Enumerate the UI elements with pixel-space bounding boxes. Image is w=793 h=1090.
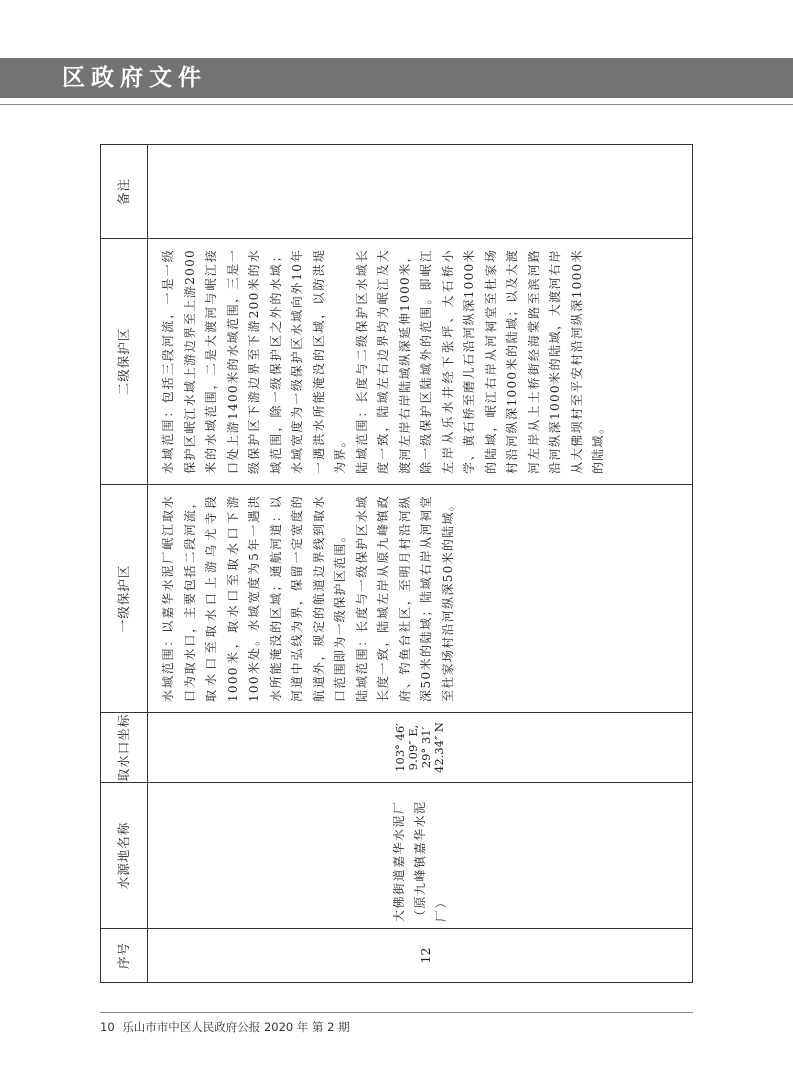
level1-water-range: 水域范围：以嘉华水泥厂岷江取水口为取水口，主要包括二段河流，取水口至取水口上游乌尤寺段1000米，取水口至取水口下游100米处。水域宽度为5年一遇洪水所能淹没的区域；通航河道：以河道中弘线为界，保留一定宽度的航道外，规定的航道边界线到取水口范围即为一级保护区范围。 [161,495,347,702]
publication-name: 乐山市市中区人民政府公报 2020 年 第 2 期 [122,1020,350,1034]
col-header-level1: 一级保护区 [101,485,148,713]
col-header-source-name: 水源地名称 [101,783,148,929]
footer-divider [100,1012,693,1013]
table-header-row [101,145,148,983]
level2-water-range: 水域范围：包括三段河流，一是一级保护区岷江水域上游边界至上游2000米的水域范围，二是大渡河与岷江接口处上游1400米的水域范围，三是一级保护区下游边界至下游200米的水域范围，除一级保护区之外的水域；水域宽度为一级保护区水域向外10年一遇洪水所能淹没的区域，以防洪堤为界。 [161,249,347,474]
source-name-cell: 大佛街道嘉华水泥厂（原九峰镇嘉华水泥厂） [148,783,693,929]
col-header-level2: 二级保护区 [101,239,148,485]
table-row [148,145,693,983]
document-header-title: 区政府文件 [62,65,207,91]
coordinates-cell [148,713,693,783]
header-divider [0,104,793,105]
table-wrapper [100,145,693,983]
col-header-number: 序号 [101,929,148,983]
col-header-remark: 备注 [101,145,148,239]
row-number: 12 [148,929,693,983]
col-header-coordinates: 取水口坐标 [101,713,148,783]
level2-cell [148,239,693,485]
coordinate-latitude: 29° 31′ 42.34″ N [419,722,446,773]
coordinate-longitude: 103° 46′ 9.09″ E, [393,723,420,772]
page-footer [100,1019,354,1035]
level1-cell [148,485,693,713]
page-number: 10 [100,1020,115,1034]
remark-cell [148,145,693,239]
level1-land-range: 陆域范围：长度与一级保护区水域长度一致，陆域左岸从原九峰镇政府、钓鱼台社区，至明月村沿河纵深50米的陆域；陆域右岸从河祠堂至杜家场村沿河纵深50米的陆域。 [354,495,455,702]
rotated-table-container [100,145,693,983]
water-source-protection-table [100,144,693,983]
level2-land-range: 陆域范围：长度与二级保护区水域长度一致，陆域左右边界均为岷江及大渡河左岸右岸陆域纵深延伸1000米，除一级保护区陆域外的范围。即岷江左岸从乐水井经下张坪、大石桥小学、黄石桥至磨儿石沿河纵深1000米的陆域，岷江右岸从河祠堂至杜家场村沿河纵深1000米的陆域；以及大渡河左岸从上土桥街经海棠路至滨河路沿河纵深1000米的陆域，大渡河右岸从大佛坝村至平安村沿河纵深1000米的陆域。 [354,249,605,474]
